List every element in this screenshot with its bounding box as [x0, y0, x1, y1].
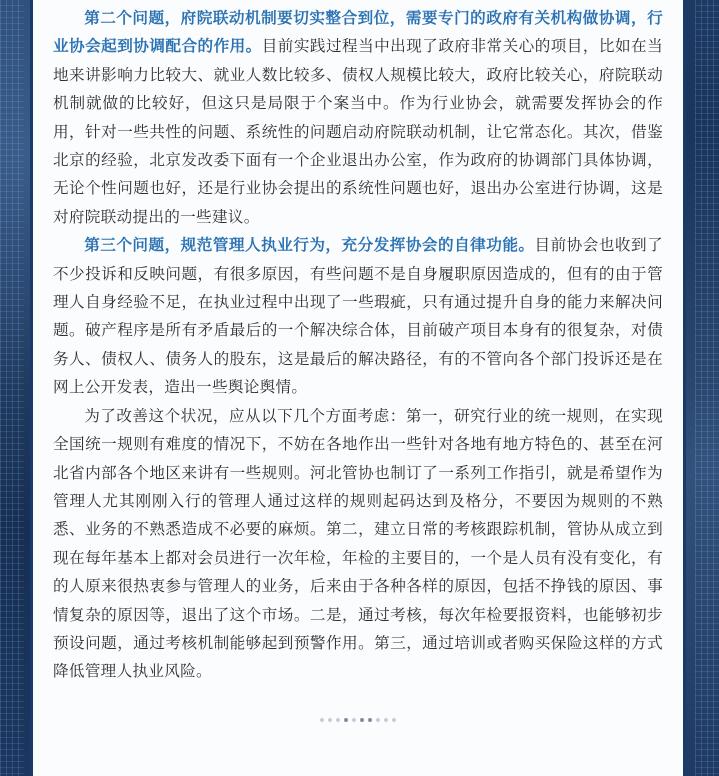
left-decoration [0, 0, 24, 776]
paragraph-improvements [53, 402, 663, 686]
page-dot[interactable] [328, 718, 332, 722]
paragraph-lead: 第二个问题，府院联动机制要切实整合到位，需要专门的政府有关机构做协调，行业协会起到协调配合的作用。 [53, 9, 663, 56]
page-dot[interactable] [344, 718, 348, 722]
page-indicator [33, 718, 683, 722]
paragraph-second-issue [53, 4, 663, 231]
page-dot[interactable] [352, 718, 356, 722]
right-decoration [695, 0, 719, 776]
paragraph-text: 目前协会也收到了不少投诉和反映问题，有很多原因，有些问题不是自身履职原因造成的，但有的由于管理人自身经验不足，在执业过程中出现了一些瑕疵，只有通过提升自身的能力来解决问题。破产程序是所有矛盾最后的一个解决综合体，目前破产项目本身有的很复杂，对债务人、债权人、债务人的股东，这是最后的解决路径，有的不管向各个部门投诉还是在网上公开发表，造出一些舆论舆情。 [53, 236, 663, 397]
page-dot[interactable] [368, 718, 372, 722]
article-card [30, 0, 686, 776]
article-body [53, 4, 663, 686]
page-dot[interactable] [384, 718, 388, 722]
page-dot[interactable] [376, 718, 380, 722]
page-dot[interactable] [320, 718, 324, 722]
paragraph-third-issue [53, 231, 663, 401]
page-dot[interactable] [392, 718, 396, 722]
page-dot[interactable] [360, 718, 364, 722]
paragraph-text: 为了改善这个状况，应从以下几个方面考虑：第一，研究行业的统一规则，在实现全国统一规则有难度的情况下，不妨在各地作出一些针对各地有地方特色的、甚至在河北省内部各个地区来讲有一些规则。河北管协也制订了一系列工作指引，就是希望作为管理人尤其刚刚入行的管理人通过这样的规则起码达到及格分，不要因为规则的不熟悉、业务的不熟悉造成不必要的麻烦。第二，建立日常的考核跟踪机制，管协从成立到现在每年基本上都对会员进行一次年检，年检的主要目的，一个是人员有没有变化，有的人原来很热衷参与管理人的业务，后来由于各种各样的原因，包括不挣钱的原因、事情复杂的原因等，退出了这个市场。二是，通过考核，每次年检要报资料，也能够初步预设问题，通过考核机制能够起到预警作用。第三，通过培训或者购买保险这样的方式降低管理人执业风险。 [53, 406, 663, 681]
paragraph-text: 目前实践过程当中出现了政府非常关心的项目，比如在当地来讲影响力比较大、就业人数比较多、债权人规模比较大，政府比较关心，府院联动机制就做的比较好，但这只是局限于个案当中。作为行业协会，就需要发挥协会的作用，针对一些共性的问题、系统性的问题启动府院联动机制，让它常态化。其次，借鉴北京的经验，北京发改委下面有一个企业退出办公室，作为政府的协调部门具体协调，无论个性问题也好，还是行业协会提出的系统性问题也好，退出办公室进行协调，这是对府院联动提出的一些建议。 [53, 37, 663, 226]
paragraph-lead: 第三个问题，规范管理人执业行为，充分发挥协会的自律功能。 [84, 236, 535, 255]
page-dot[interactable] [336, 718, 340, 722]
